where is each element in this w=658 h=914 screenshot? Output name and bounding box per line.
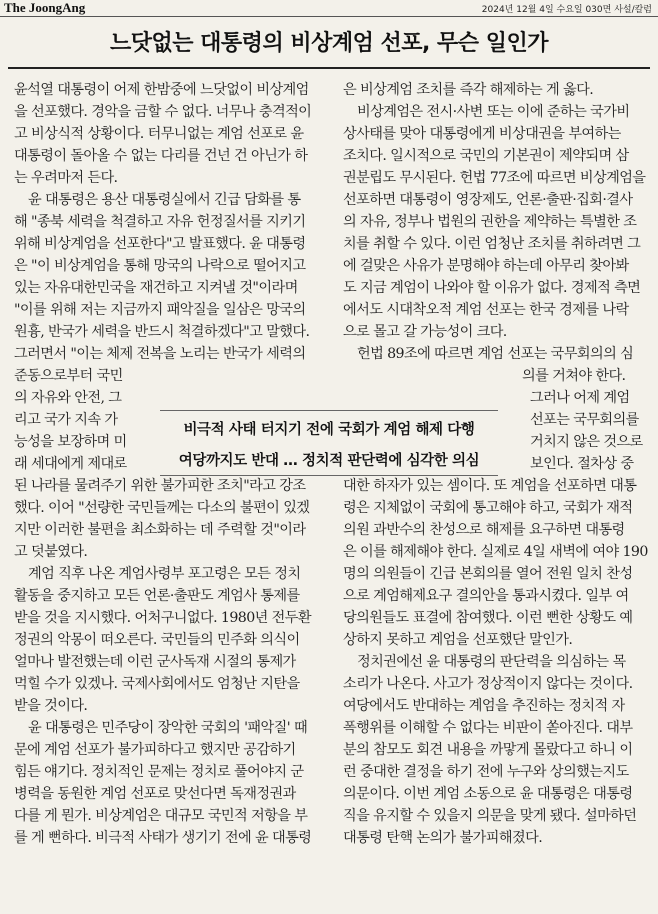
left-column-line: 했다. 이어 "선량한 국민들께는 다소의 불편이 있겠	[14, 500, 310, 516]
right-column-line: 대한 하자가 있는 셈이다. 또 계엄을 선포하면 대통	[343, 478, 637, 494]
pull-quote-rule-top	[160, 410, 498, 411]
left-column-line: 있는 자유대한민국을 재건하고 지켜낼 것"이라며	[14, 280, 298, 296]
left-column-line: 지만 이러한 불편을 최소화하는 데 주력할 것"이라	[14, 522, 306, 538]
left-column-line: 해 "종북 세력을 척결하고 자유 헌정질서를 지키기	[14, 214, 306, 230]
left-column-line: 대통령이 돌아올 수 없는 다리를 건넌 건 아닌가 하	[14, 148, 308, 164]
pull-quote-rule-bottom	[160, 475, 498, 476]
left-column-line: 의 자유와 안전, 그	[14, 390, 122, 406]
pull-quote-line-1: 비극적 사태 터지기 전에 국회가 계엄 해제 다행	[183, 422, 475, 438]
left-column-line: 받을 것을 지시했다. 어처구니없다. 1980년 전두환	[14, 610, 311, 626]
right-column-line: 의원 과반수의 찬성으로 해제를 요구하면 대통령	[343, 522, 625, 538]
left-column-line: 받을 것이다.	[14, 698, 88, 714]
right-column-line: 헌법 89조에 따르면 계엄 선포는 국무회의의 심	[357, 346, 634, 362]
left-column-line: 을 선포했다. 경악을 금할 수 없다. 너무나 충격적이	[14, 104, 312, 120]
masthead-divider	[0, 16, 658, 17]
article-headline: 느닷없는 대통령의 비상계엄 선포, 무슨 일인가	[110, 31, 548, 56]
left-column-line: 그러면서 "이는 체제 전복을 노리는 반국가 세력의	[14, 346, 306, 362]
masthead-bar	[0, 0, 658, 16]
left-column-line: 위해 비상계엄을 선포한다"고 발표했다. 윤 대통령	[14, 236, 306, 252]
left-column-line: 병력을 동원한 계엄 선포로 맞선다면 독재정권과	[14, 786, 296, 802]
right-column-line: 비상계엄은 전시·사변 또는 이에 준하는 국가비	[357, 104, 630, 120]
right-column-line: 선포하면 대통령이 영장제도, 언론·출판·집회·결사	[343, 192, 633, 208]
left-column-line: 준동으로부터 국민	[14, 368, 123, 384]
left-column-line: 윤 대통령은 민주당이 장악한 국회의 '패악질' 때	[28, 720, 308, 736]
right-column-line: 권분립도 무시된다. 헌법 77조에 따르면 비상계엄을	[343, 170, 646, 186]
left-column-line: 계엄 직후 나온 계엄사령부 포고령은 모든 정치	[28, 566, 301, 582]
left-column-line: 문에 계엄 선포가 불가피하다고 했지만 공감하기	[14, 742, 296, 758]
pull-quote-line-2: 여당까지도 반대 … 정치적 판단력에 심각한 의심	[178, 453, 480, 469]
right-column-line: 의문이다. 이번 계엄 소동으로 윤 대통령은 대통령	[343, 786, 633, 802]
left-column-line: 래 세대에게 제대로	[14, 456, 127, 472]
right-column-line: 의 자유, 정부나 법원의 권한을 제약하는 특별한 조	[343, 214, 637, 230]
right-column-line: 런 중대한 결정을 하기 전에 누구와 상의했는지도	[343, 764, 629, 780]
left-column-line: 능성을 보장하며 미	[14, 434, 127, 450]
left-column-line: 얼마나 발전했는데 이런 군사독재 시절의 통제가	[14, 654, 296, 670]
left-column-line: 된 나라를 물려주기 위한 불가피한 조치"라고 강조	[14, 478, 306, 494]
right-column-line: 직을 유지할 수 있을지 의문을 맞게 됐다. 설마하던	[343, 808, 637, 824]
left-column-line: 는 우려마저 든다.	[14, 170, 118, 186]
right-column-line: 에 걸맞은 사유가 분명해야 하는데 아무리 찾아봐	[343, 258, 629, 274]
left-column-line: 원흉, 반국가 세력을 반드시 척결하겠다"고 말했다.	[14, 324, 310, 340]
right-column-line: 여당에서도 반대하는 계엄을 추진하는 정치적 자	[343, 698, 625, 714]
right-column-line: 은 이를 해제해야 한다. 실제로 4일 새벽에 여야 190	[343, 544, 648, 560]
right-column-line: 도 지금 계엄이 나와야 할 이유가 없다. 경제적 측면	[343, 280, 641, 296]
right-column-line: 폭행위를 이해할 수 없다는 비판이 쏟아진다. 대부	[343, 720, 633, 736]
left-column-line: 고 덧붙였다.	[14, 544, 88, 560]
right-column-line: 은 비상계엄 조치를 즉각 해제하는 게 옳다.	[343, 82, 594, 98]
right-column-line: 대통령 탄핵 논의가 불가피해졌다.	[343, 830, 543, 846]
left-column-line: 윤석열 대통령이 어제 한밤중에 느닷없이 비상계엄	[14, 82, 309, 98]
right-column-line: 선포는 국무회의를	[530, 412, 639, 428]
left-column-line: 다를 게 뭔가. 비상계엄은 대규모 국민적 저항을 부	[14, 808, 308, 824]
right-column-line: 명의 의원들이 긴급 본회의를 열어 전원 일치 찬성	[343, 566, 633, 582]
newspaper-logo: The JoongAng	[4, 0, 86, 15]
left-column-line: 윤 대통령은 용산 대통령실에서 긴급 담화를 통	[28, 192, 301, 208]
right-column-line: 보인다. 절차상 중	[530, 456, 634, 472]
right-column-line: 분의 참모도 회견 내용을 까맣게 몰랐다고 하니 이	[343, 742, 633, 758]
right-column-line: 의를 거쳐야 한다.	[522, 368, 626, 384]
left-column-line: 고 비상식적 상황이다. 터무니없는 계엄 선포로 윤	[14, 126, 304, 142]
right-column-line: 으로 계엄해제요구 결의안을 통과시켰다. 일부 여	[343, 588, 629, 604]
right-column-line: 치를 취할 수 있다. 이런 엄청난 조치를 취하려면 그	[343, 236, 641, 252]
left-column-line: 힘든 얘기다. 정치적인 문제는 정치로 풀어야지 군	[14, 764, 304, 780]
issue-dateline: 2024년 12월 4일 수요일 030면 사설/칼럼	[481, 5, 652, 15]
left-column-line: 은 "이 비상계엄을 통해 망국의 나락으로 떨어지고	[14, 258, 306, 274]
right-column-line: 당의원들도 표결에 참여했다. 이런 뻔한 상황도 예	[343, 610, 633, 626]
right-column-line: 에서도 시대착오적 계엄 선포는 한국 경제를 나락	[343, 302, 629, 318]
left-column-line: 정권의 악몽이 떠오른다. 국민들의 민주화 의식이	[14, 632, 300, 648]
right-column-line: 소리가 나온다. 사고가 정상적이지 않다는 것이다.	[343, 676, 633, 692]
right-column-line: 상하지 못하고 계엄을 선포했단 말인가.	[343, 632, 573, 648]
left-column-line: 활동을 중지하고 모든 언론·출판도 계엄사 통제를	[14, 588, 300, 604]
right-column-line: 그러나 어제 계엄	[530, 390, 630, 406]
left-column-line: 를 게 뻔하다. 비극적 사태가 생기기 전에 윤 대통령	[14, 830, 312, 846]
left-column-line: 리고 국가 지속 가	[14, 412, 118, 428]
right-column-line: 상사태를 맞아 대통령에게 비상대권을 부여하는	[343, 126, 621, 142]
right-column-line: 정치권에선 윤 대통령의 판단력을 의심하는 목	[357, 654, 626, 670]
headline-divider	[8, 67, 650, 69]
left-column-line: 먹힐 수가 있겠나. 국제사회에서도 엄청난 지탄을	[14, 676, 300, 692]
left-column-line: "이를 위해 저는 지금까지 패악질을 일삼은 망국의	[14, 302, 306, 318]
right-column-line: 으로 몰고 갈 가능성이 크다.	[343, 324, 507, 340]
right-column-line: 거치지 않은 것으로	[530, 434, 643, 450]
right-column-line: 조치다. 일시적으로 국민의 기본권이 제약되며 삼	[343, 148, 629, 164]
right-column-line: 령은 지체없이 국회에 통고해야 하고, 국회가 재적	[343, 500, 633, 516]
